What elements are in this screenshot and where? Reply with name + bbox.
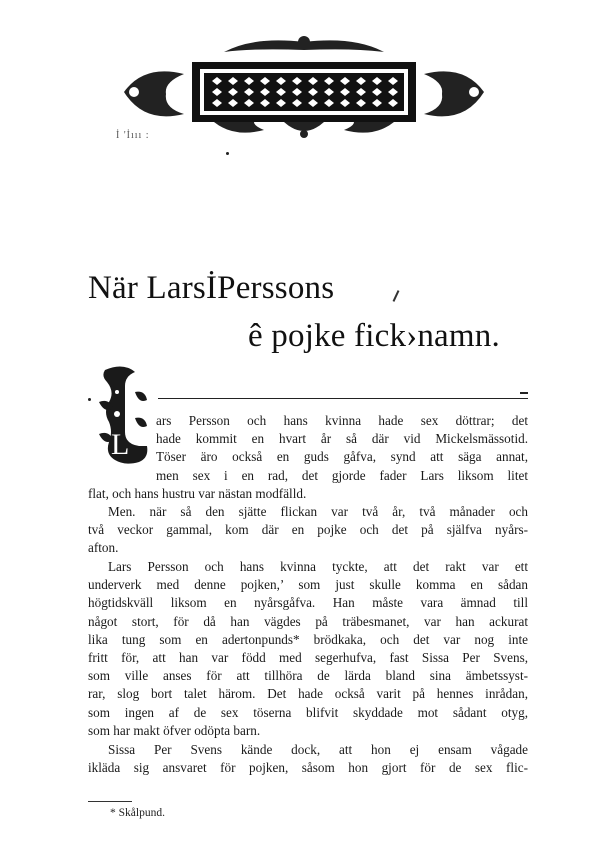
text-line: något stort, för då han vägdes på träbesmanet, var han ackurat [88, 613, 528, 629]
print-specks: İ 'İııı : [116, 130, 150, 141]
text-line: Töser äro också en guds gåfva, synd att säga annat, [156, 449, 528, 465]
paragraph-2 [88, 503, 528, 558]
footnote-rule [88, 801, 132, 802]
text-line: Lars Persson och hans kvinna tyckte, att det rakt var ett [108, 559, 528, 574]
paragraph-3 [88, 558, 528, 740]
text-line: som ingen af de sex töserna blifvit skyddade mot sådant otyg, [88, 704, 528, 720]
text-line: flat, och hans hustru var nästan modfälld. [88, 485, 307, 501]
text-line: lika tung som en adertonpunds* brödkaka, och det var nog inte [88, 631, 528, 647]
chapter-title-line-2: ê pojke fick›namn. [248, 318, 500, 354]
header-rule [158, 398, 528, 399]
text-line: två veckor gammal, kom där en pojke och det på själfva nyårs- [88, 522, 528, 538]
print-mark [393, 290, 400, 302]
text-line: Sissa Per Svens kände dock, att hon ej ensam vågade [108, 742, 528, 757]
text-line: som ville anses för att tillhöra de lärda bland sina ämbetssyst- [88, 668, 528, 684]
text-line: underverk med denne pojken,’ som just skulle komma en sådan [88, 577, 528, 593]
margin-dot [88, 398, 91, 401]
text-line: hade kommit en hvart år så där vid Mickelsmässotid. [156, 431, 528, 447]
text-line: men sex i en rad, det gjorde fader Lars liksom litet [156, 467, 528, 483]
text-line: fritt för, att han var född med segerhufva, fast Sissa Per Svens, [88, 650, 528, 666]
text-line: afton. [88, 540, 119, 556]
drop-cap-letter: L [111, 428, 130, 461]
chapter-title-line-1: När LarsİPerssons [88, 270, 335, 306]
paragraph-1 [88, 412, 528, 503]
ornamental-header [104, 34, 504, 144]
print-dot [226, 152, 229, 155]
text-line: högtidskväll liksom en nyårsgåfva. Han måste vara ämnad till [88, 595, 528, 611]
text-line: ars Persson och hans kvinna hade sex döttrar; det [156, 413, 528, 428]
text-line: Men. när så den sjätte flickan var två år, två månader och [108, 504, 528, 519]
rule-mark [520, 392, 528, 394]
text-line: rar, slog bort talet härom. Det hade också varit på hennes inrådan, [88, 686, 528, 702]
text-line: som har makt öfver odöpta barn. [88, 722, 261, 738]
paragraph-4 [88, 741, 528, 777]
text-line: ikläda sig ansvaret för pojken, såsom hon gjort för de sex flic- [88, 760, 528, 776]
footnote: * Skålpund. [110, 807, 165, 819]
